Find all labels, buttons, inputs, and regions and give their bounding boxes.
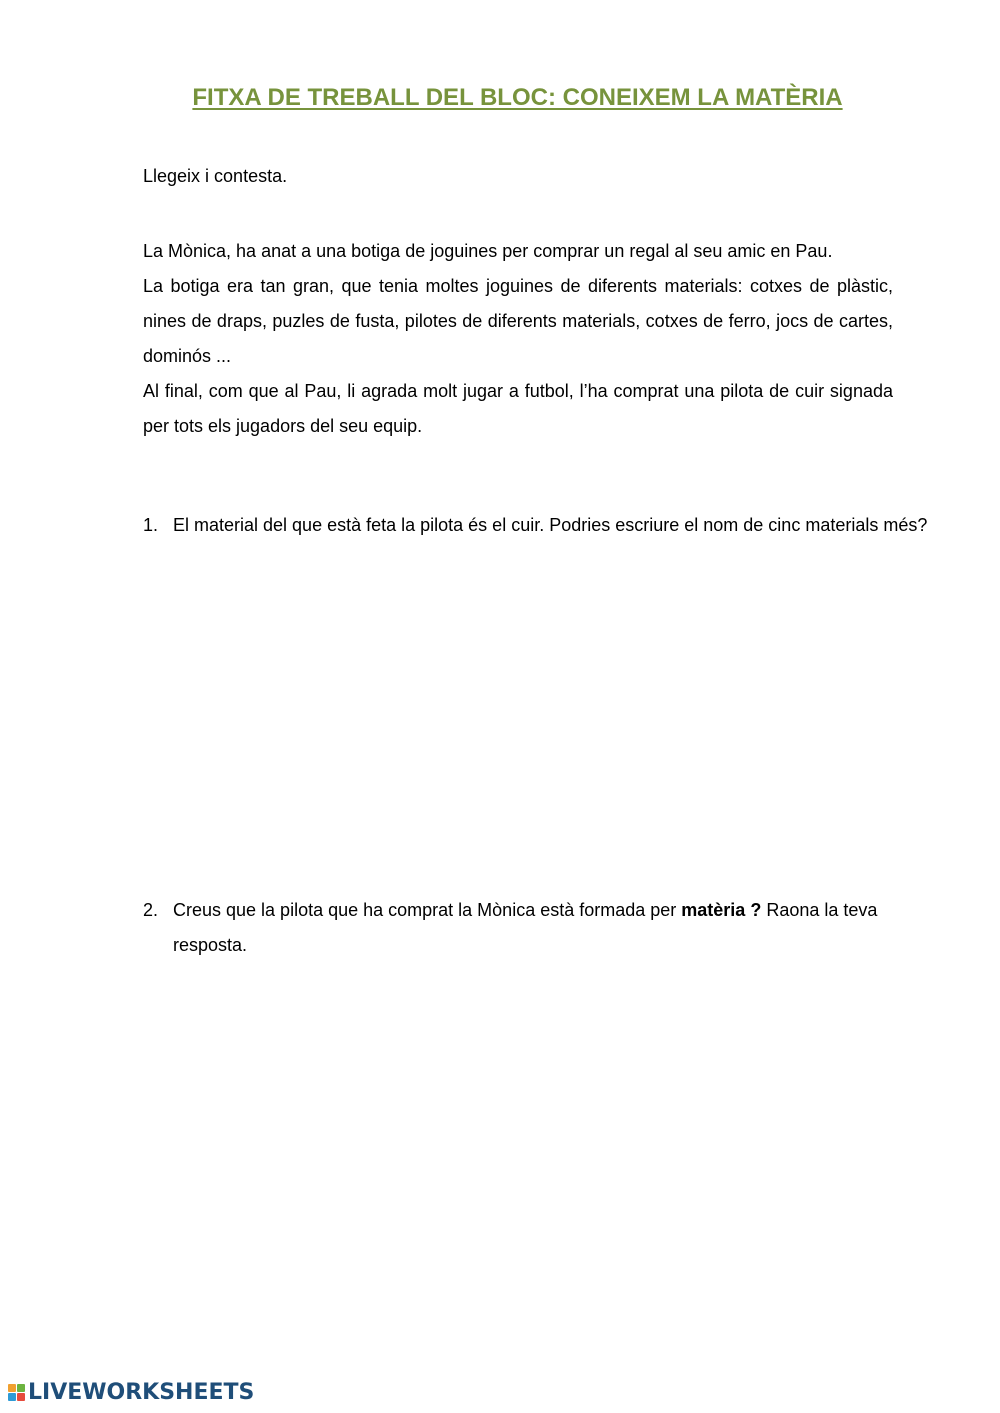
liveworksheets-logo-icon	[8, 1384, 25, 1401]
question-2-text	[173, 893, 893, 963]
question-1-text: El material del que està feta la pilota és el cuir. Podries escriure el nom de cinc materials més?	[173, 515, 928, 535]
logo-tile-2	[17, 1384, 25, 1392]
question-1	[143, 508, 928, 543]
liveworksheets-logo	[8, 1380, 254, 1405]
question-1-number: 1.	[143, 515, 159, 535]
question-2-text-before: Creus que la pilota que ha comprat la Mònica està formada per	[173, 900, 682, 920]
story-text	[143, 234, 893, 444]
logo-text: LIVEWORKSHEETS	[28, 1380, 255, 1405]
logo-tile-1	[8, 1384, 16, 1392]
instruction-text: Llegeix i contesta.	[143, 166, 288, 186]
question-2-text-after: Raona la teva resposta.	[173, 900, 878, 955]
page-title: FITXA DE TREBALL DEL BLOC: CONEIXEM LA MATÈRIA	[192, 84, 843, 111]
logo-tile-3	[8, 1393, 16, 1401]
question-2-number: 2.	[143, 900, 159, 920]
question-2	[143, 893, 893, 963]
story-paragraph-3: Al final, com que al Pau, li agrada molt jugar a futbol, l’ha comprat una pilota de cuir signada per tots els jugadors del seu equip.	[143, 381, 893, 436]
story-paragraph-2: La botiga era tan gran, que tenia moltes joguines de diferents materials: cotxes de plàstic, nines de draps, puzles de fusta, pilotes de diferents materials, cotxes de ferro, jocs de cartes, dominós ...	[143, 276, 893, 366]
story-paragraph-1: La Mònica, ha anat a una botiga de joguines per comprar un regal al seu amic en Pau.	[143, 241, 833, 261]
logo-tile-4	[17, 1393, 25, 1401]
question-2-bold-term: matèria ?	[681, 900, 762, 920]
